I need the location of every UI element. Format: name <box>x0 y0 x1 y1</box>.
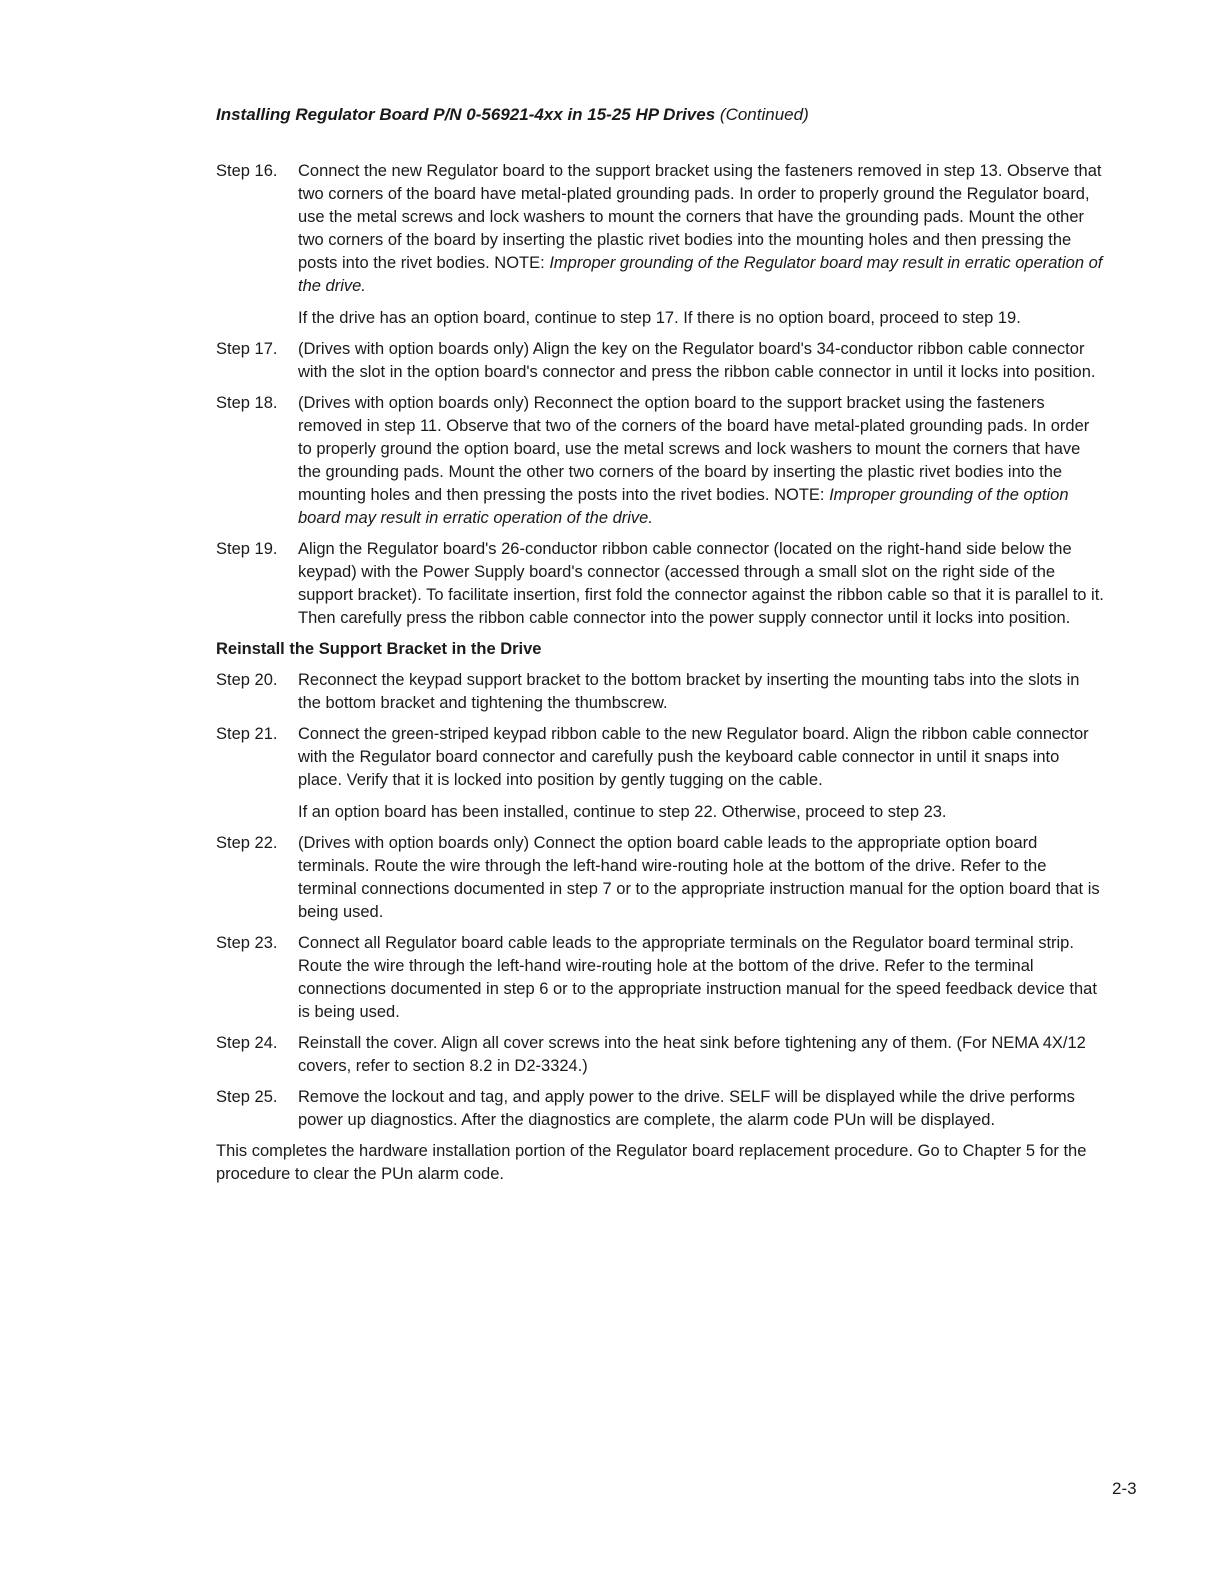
note-label: NOTE: <box>494 254 545 272</box>
step-20 <box>216 669 1106 715</box>
step-number: Step 22. <box>216 834 278 852</box>
step-body <box>298 832 1106 924</box>
step-text: (Drives with option boards only) Align the key on the Regulator board's 34-conductor ribbon cable connector with the slot in the option board's connector and press the ribbon cable connector in until it locks into position. <box>298 340 1096 381</box>
note-text: Improper grounding of the Regulator board may result in erratic operation of the drive. <box>298 254 1103 295</box>
step-number: Step 24. <box>216 1034 278 1052</box>
step-body <box>298 669 1106 715</box>
step-text: Reconnect the keypad support bracket to the bottom bracket by inserting the mounting tabs into the slots in the bottom bracket and tightening the thumbscrew. <box>298 671 1080 712</box>
procedure-content <box>216 160 1106 1203</box>
step-body <box>298 1086 1106 1132</box>
step-text: Connect the new Regulator board to the support bracket using the fasteners removed in step 13. Observe that two corners of the board have metal-plated grounding pads. In order to properly ground the Regulator board, use the metal screws and lock washers to mount the corners that have the grounding pads. Mount the other two corners of the board by inserting the plastic rivet bodies into the mounting holes and then pressing the posts into the rivet bodies. NOTE: Improper grounding of the Regulator board may result in erratic operation of the drive. <box>298 162 1103 295</box>
step-text: (Drives with option boards only) Reconnect the option board to the support bracket using the fasteners removed in step 11. Observe that two of the corners of the board have metal-plated grounding pads. In order to properly ground the option board, use the metal screws and lock washers to mount the corners that have the grounding pads. Mount the other two corners of the board by inserting the plastic rivet bodies into the mounting holes and then pressing the posts into the rivet bodies. NOTE: Improper grounding of the option board may result in erratic operation of the drive. <box>298 394 1090 527</box>
step-text: Connect the green-striped keypad ribbon cable to the new Regulator board. Align the ribbon cable connector with the Regulator board connector and carefully push the keyboard cable connector in until it snaps into place. Verify that it is locked into position by gently tugging on the cable. <box>298 725 1089 789</box>
step-number: Step 21. <box>216 725 278 743</box>
step-24 <box>216 1032 1106 1078</box>
header-title: Installing Regulator Board P/N 0-56921-4xx in 15-25 HP Drives <box>216 105 716 124</box>
step-body <box>298 160 1106 330</box>
note-label: NOTE: <box>774 486 825 504</box>
step-body <box>298 932 1106 1024</box>
step-text: Reinstall the cover. Align all cover screws into the heat sink before tightening any of them. (For NEMA 4X/12 covers, refer to section 8.2 in D2-3324.) <box>298 1034 1086 1075</box>
step-17 <box>216 338 1106 384</box>
step-body <box>298 538 1106 630</box>
step-body <box>298 1032 1106 1078</box>
step-number: Step 23. <box>216 934 278 952</box>
step-25 <box>216 1086 1106 1132</box>
section-subheading: Reinstall the Support Bracket in the Drive <box>216 640 542 658</box>
step-body <box>298 338 1106 384</box>
step-number: Step 18. <box>216 394 278 412</box>
step-16 <box>216 160 1106 330</box>
step-23 <box>216 932 1106 1024</box>
step-text: If the drive has an option board, continue to step 17. If there is no option board, proceed to step 19. <box>298 309 1021 327</box>
step-19 <box>216 538 1106 630</box>
running-header <box>216 104 1116 126</box>
step-text: If an option board has been installed, continue to step 22. Otherwise, proceed to step 23. <box>298 803 947 821</box>
page-number: 2-3 <box>1112 1479 1137 1498</box>
note-text: Improper grounding of the option board may result in erratic operation of the drive. <box>298 486 1069 527</box>
step-21 <box>216 723 1106 824</box>
step-body <box>298 723 1106 824</box>
step-18 <box>216 392 1106 530</box>
step-text: (Drives with option boards only) Connect the option board cable leads to the appropriate option board terminals. Route the wire through the left-hand wire-routing hole at the bottom of the drive. Refer to the terminal connections documented in step 7 or to the appropriate instruction manual for the option board that is being used. <box>298 834 1100 921</box>
step-22 <box>216 832 1106 924</box>
step-number: Step 16. <box>216 162 278 180</box>
step-text: Connect all Regulator board cable leads to the appropriate terminals on the Regulator board terminal strip. Route the wire through the left-hand wire-routing hole at the bottom of the drive. Refer to the terminal connections documented in step 6 or to the appropriate instruction manual for the speed feedback device that is being used. <box>298 934 1097 1021</box>
step-number: Step 19. <box>216 540 278 558</box>
step-text: Align the Regulator board's 26-conductor ribbon cable connector (located on the right-hand side below the keypad) with the Power Supply board's connector (accessed through a small slot on the right side of the support bracket). To facilitate insertion, first fold the connector against the ribbon cable so that it is parallel to it. Then carefully press the ribbon cable connector into the power supply connector until it locks into position. <box>298 540 1104 627</box>
closing-paragraph: This completes the hardware installation portion of the Regulator board replacement procedure. Go to Chapter 5 for the procedure to clear the PUn alarm code. <box>216 1142 1087 1183</box>
step-body <box>298 392 1106 530</box>
header-continued: (Continued) <box>719 105 809 124</box>
step-text: Remove the lockout and tag, and apply power to the drive. SELF will be displayed while the drive performs power up diagnostics. After the diagnostics are complete, the alarm code PUn will be displayed. <box>298 1088 1075 1129</box>
step-number: Step 20. <box>216 671 278 689</box>
step-number: Step 25. <box>216 1088 278 1106</box>
step-number: Step 17. <box>216 340 278 358</box>
